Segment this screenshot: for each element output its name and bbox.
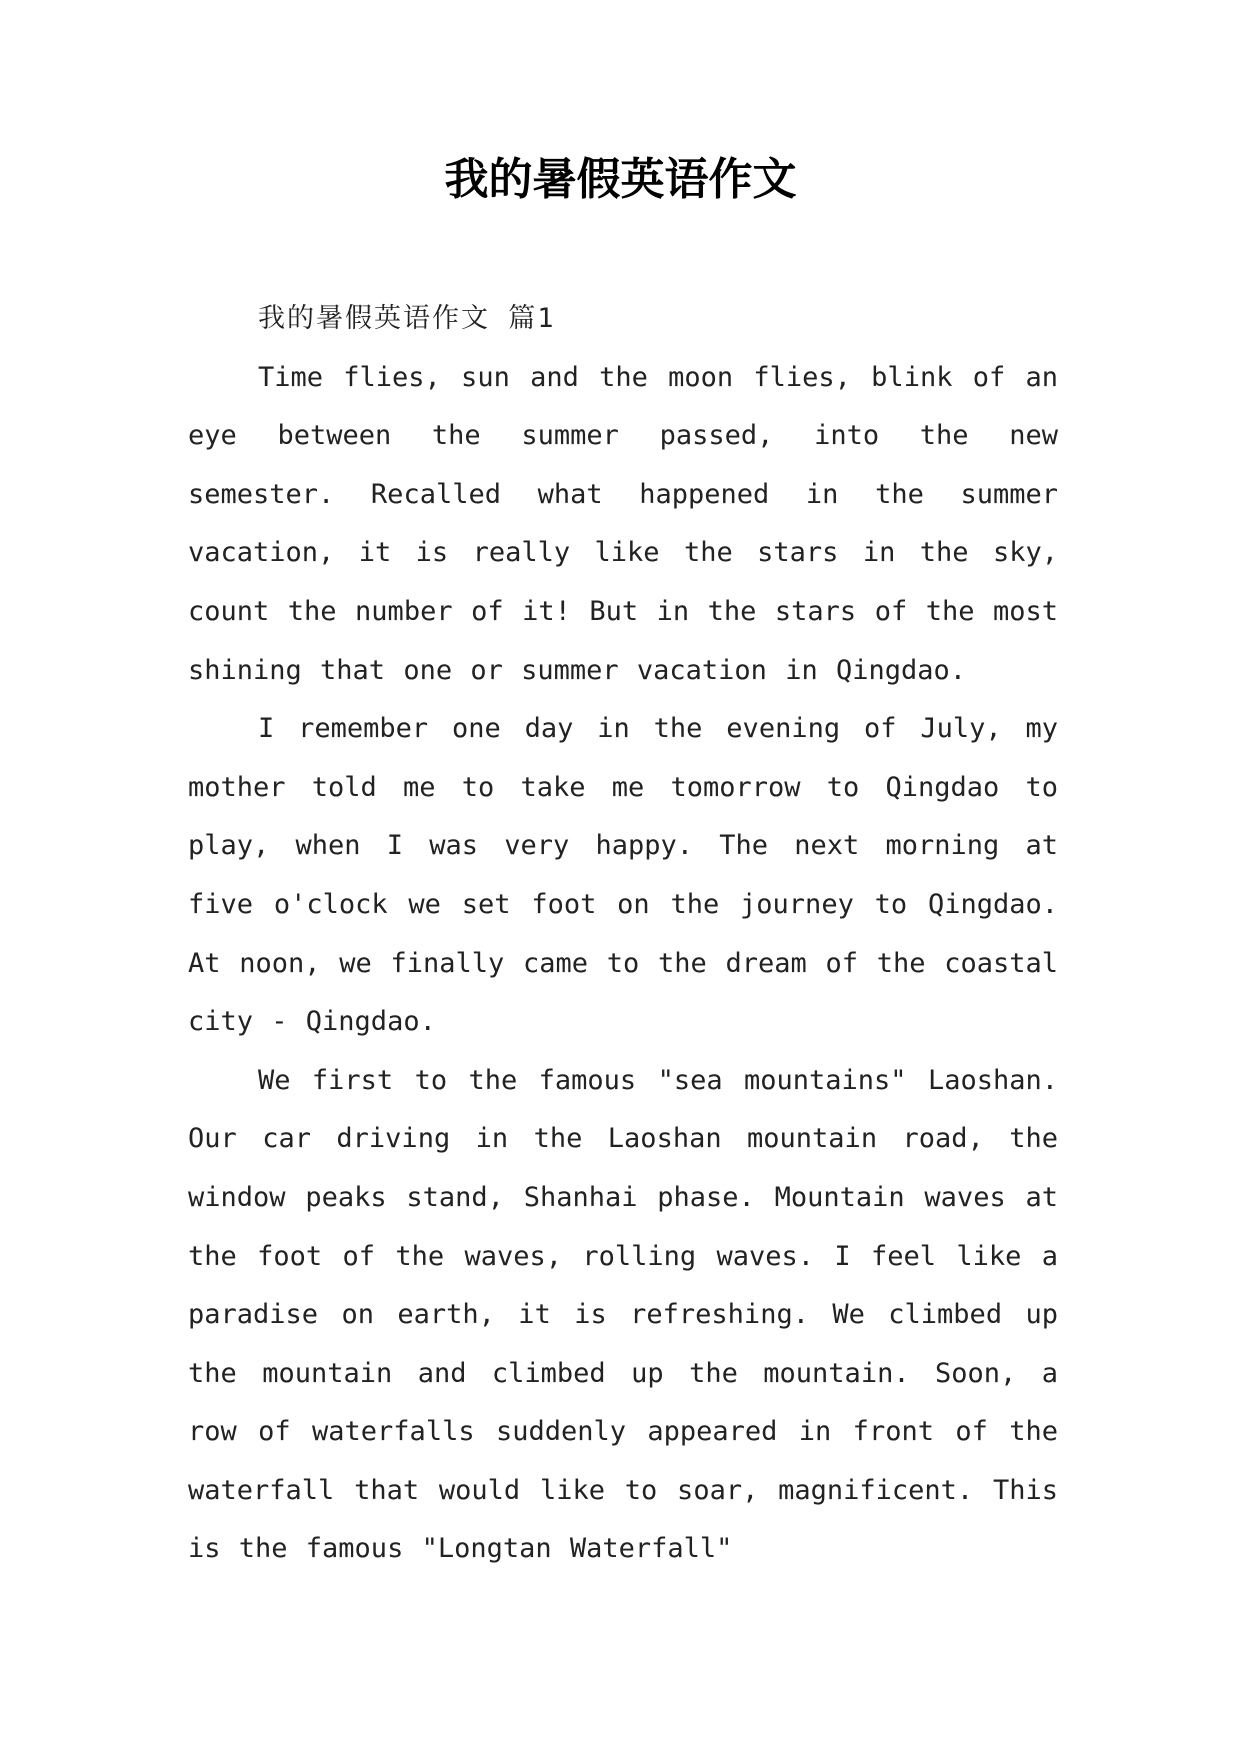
paragraph-2: I remember one day in the evening of July, my mother told me to take me tomorrow to Qingdao to play, when I was very happy. The next morning at five o'clock we set foot on the journey to Qingdao. At noon, we finally came to the dream of the coastal city - Qingdao. <box>188 713 1058 1038</box>
document-title: 我的暑假英语作文 <box>444 154 797 205</box>
paragraph-1: Time flies, sun and the moon flies, blink of an eye between the summer passed, into the new semester. Recalled what happened in the summer vacation, it is really like the stars in the sky, count the number of it! But in the stars of the most shining that one or summer vacation in Qingdao. <box>188 361 1058 686</box>
document-body <box>188 290 1058 1579</box>
paragraph-3: We first to the famous "sea mountains" Laoshan. Our car driving in the Laoshan mountain road, the window peaks stand, Shanhai phase. Mountain waves at the foot of the waves, rolling waves. I feel like a paradise on earth, it is refreshing. We climbed up the mountain and climbed up the mountain. Soon, a row of waterfalls suddenly appeared in front of the waterfall that would like to soar, magnificent. This is the famous "Longtan Waterfall" <box>188 1064 1058 1565</box>
section-heading: 我的暑假英语作文 篇1 <box>258 303 556 334</box>
